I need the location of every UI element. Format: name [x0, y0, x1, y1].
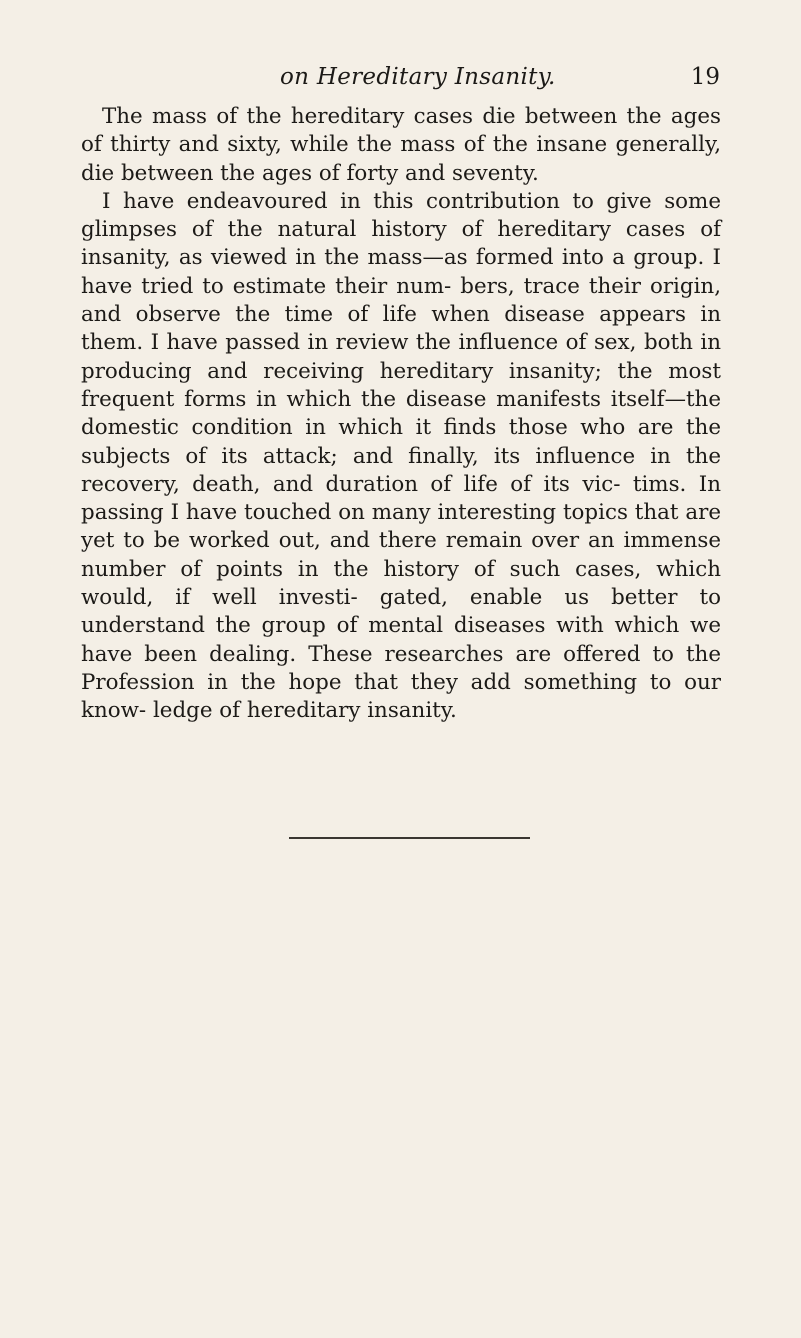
section-end-rule [289, 837, 530, 839]
paragraph-1: The mass of the hereditary cases die between the ages of thirty and sixty, while the mass of the insane generally, die between the ages of forty and seventy. [81, 104, 721, 186]
running-title: on Hereditary Insanity. [280, 64, 556, 90]
running-head [100, 64, 720, 94]
paragraph-2: I have endeavoured in this contribution to give some glimpses of the natural history of hereditary cases of insanity, as viewed in the mass—as formed into a group. I have tried to estimate their num- bers, trace their origin, and observe the time of life when disease appears in them. I have passed in review the influence of sex, both in producing and receiving hereditary insanity; the most frequent forms in which the disease manifests itself—the domestic condition in which it finds those who are the subjects of its attack; and finally, its influence in the recovery, death, and duration of life of its vic- tims. In passing I have touched on many interesting topics that are yet to be worked out, and there remain over an immense number of points in the history of such cases, which would, if well investi- gated, enable us better to understand the group of mental diseases with which we have been dealing. These researches are offered to the Profession in the hope that they add something to our know- ledge of hereditary insanity. [81, 188, 721, 724]
page-number: 19 [690, 64, 720, 90]
body-text [81, 103, 721, 726]
